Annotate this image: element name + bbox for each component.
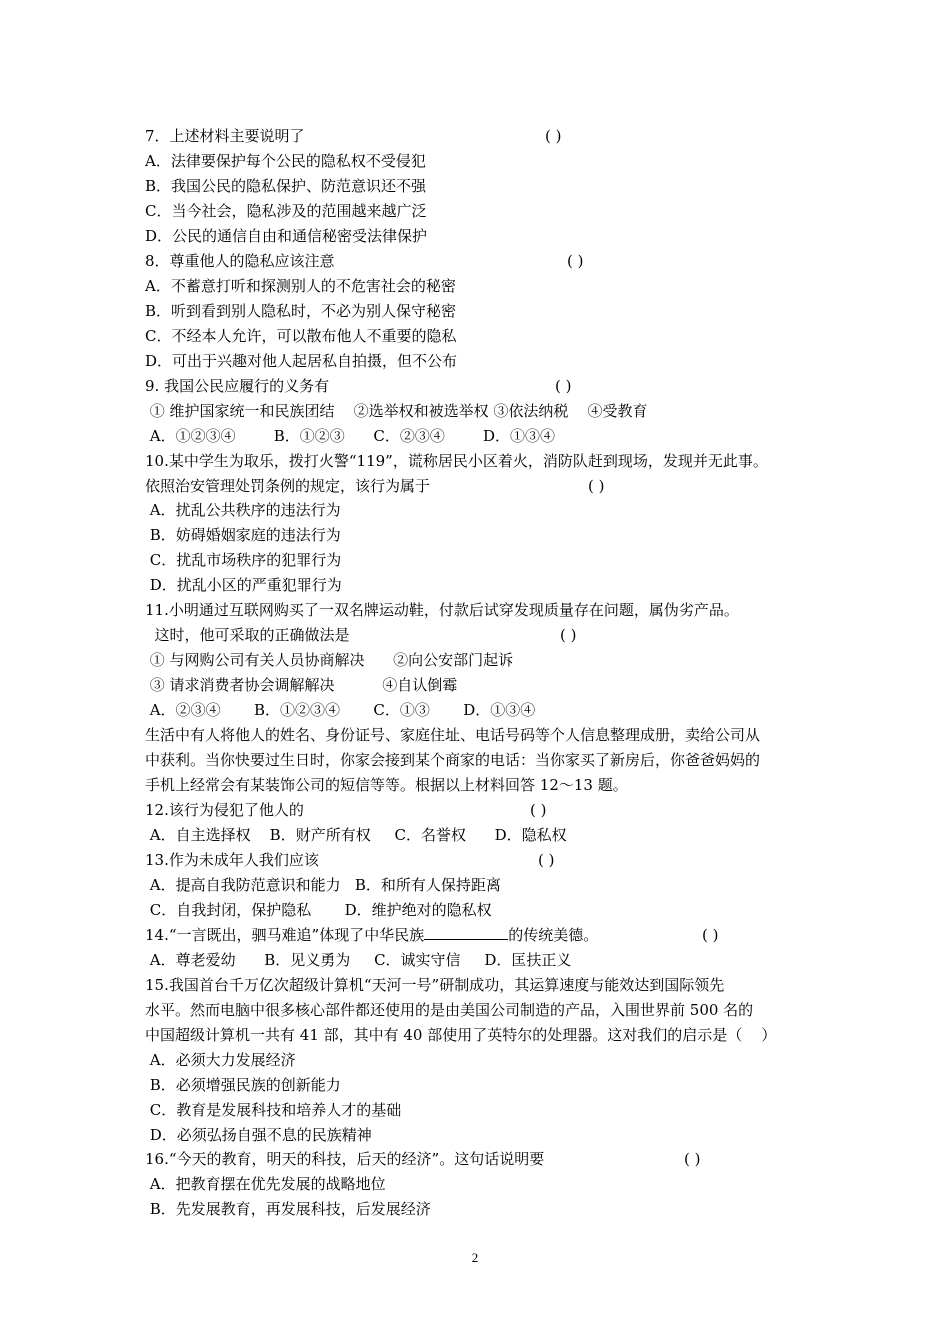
option-line: A．自主选择权 B．财产所有权 C．名誉权 D．隐私权 [145, 826, 567, 844]
option-line: D．必须弘扬自强不息的民族精神 [145, 1126, 372, 1144]
question-10-stem: 10.某中学生为取乐，拨打火警“119”，谎称居民小区着火，消防队赶到现场，发现并无此事。 [145, 452, 768, 470]
option-line: C．当今社会，隐私涉及的范围越来越广泛 [145, 202, 427, 220]
answer-paren: ( ) [530, 801, 547, 819]
question-16-stem: 16.“今天的教育，明天的科技，后天的经济”。这句话说明要 [145, 1150, 545, 1168]
question-9-stem: 9. 我国公民应履行的义务有 [145, 377, 330, 395]
option-line: A．把教育摆在优先发展的战略地位 [145, 1175, 386, 1193]
question-7-stem: 7．上述材料主要说明了 [145, 127, 305, 145]
option-line: D．可出于兴趣对他人起居私自拍摄，但不公布 [145, 352, 458, 370]
question-14-stem [145, 925, 825, 947]
option-line: B．必须增强民族的创新能力 [145, 1076, 341, 1094]
option-line: A．扰乱公共秩序的违法行为 [145, 501, 341, 519]
question-12-stem: 12.该行为侵犯了他人的 [145, 801, 304, 819]
material-paragraph: 中获利。当你快要过生日时，你家会接到某个商家的电话：当你家买了新房后，你爸爸妈妈的 [145, 751, 761, 769]
question-15-stem-cont: 中国超级计算机一共有 41 部，其中有 40 部使用了英特尔的处理器。这对我们的启示是（ ） [145, 1026, 777, 1044]
option-line: B．妨碍婚姻家庭的违法行为 [145, 526, 341, 544]
answer-paren: ( ) [560, 626, 577, 644]
question-8-stem: 8．尊重他人的隐私应该注意 [145, 252, 335, 270]
option-line: B．先发展教育，再发展科技，后发展经济 [145, 1200, 431, 1218]
option-line: B．听到看到别人隐私时，不必为别人保守秘密 [145, 302, 457, 320]
option-line: A．必须大力发展经济 [145, 1051, 296, 1069]
answer-paren: ( ) [545, 127, 562, 145]
question-15-stem-cont: 水平。然而电脑中很多核心部件都还使用的是由美国公司制造的产品，入围世界前 500 名的 [145, 1001, 754, 1019]
question-13-stem: 13.作为未成年人我们应该 [145, 851, 319, 869]
option-line: D．扰乱小区的严重犯罪行为 [145, 576, 342, 594]
option-line: B．我国公民的隐私保护、防范意识还不强 [145, 177, 427, 195]
answer-paren: ( ) [588, 477, 605, 495]
option-line: D．公民的通信自由和通信秘密受法律保护 [145, 227, 428, 245]
option-line: C．自我封闭，保护隐私 D．维护绝对的隐私权 [145, 901, 492, 919]
question-14-stem-post: 的传统美德。 [508, 926, 599, 944]
option-line: A．②③④ B．①②③④ C．①③ D．①③④ [145, 701, 536, 719]
answer-paren: ( ) [538, 851, 555, 869]
page-number: 2 [471, 1250, 479, 1265]
question-11-stem: 11.小明通过互联网购买了一双名牌运动鞋，付款后试穿发现质量存在问题，属伪劣产品。 [145, 601, 739, 619]
answer-paren: ( ) [555, 377, 572, 395]
choice-items-line: ① 维护国家统一和民族团结 ②选举权和被选举权 ③依法纳税 ④受教育 [145, 402, 648, 420]
choice-items-line: ① 与网购公司有关人员协商解决 ②向公安部门起诉 [145, 651, 514, 669]
option-line: A．法律要保护每个公民的隐私权不受侵犯 [145, 152, 426, 170]
material-paragraph: 手机上经常会有某装饰公司的短信等等。根据以上材料回答 12～13 题。 [145, 776, 628, 794]
option-line: A．不蓄意打听和探测别人的不危害社会的秘密 [145, 277, 456, 295]
answer-paren: ( ) [684, 1150, 701, 1168]
question-14-stem-pre: 14.“一言既出，驷马难追”体现了中华民族 [145, 926, 425, 944]
fill-blank [424, 925, 508, 940]
option-line: C．不经本人允许，可以散布他人不重要的隐私 [145, 327, 457, 345]
option-line: A．①②③④ B．①②③ C．②③④ D．①③④ [145, 427, 556, 445]
option-line: A．提高自我防范意识和能力 B．和所有人保持距离 [145, 876, 501, 894]
option-line: C．教育是发展科技和培养人才的基础 [145, 1101, 402, 1119]
question-15-stem: 15.我国首台千万亿次超级计算机“天河一号”研制成功，其运算速度与能效达到国际领先 [145, 976, 725, 994]
option-line: C．扰乱市场秩序的犯罪行为 [145, 551, 342, 569]
option-line: A．尊老爱幼 B．见义勇为 C．诚实守信 D．匡扶正义 [145, 951, 572, 969]
answer-paren: ( ) [702, 926, 719, 944]
choice-items-line: ③ 请求消费者协会调解解决 ④自认倒霉 [145, 676, 458, 694]
answer-paren: ( ) [567, 252, 584, 270]
question-11-stem-cont: 这时，他可采取的正确做法是 [145, 626, 350, 644]
question-10-stem-cont: 依照治安管理处罚条例的规定，该行为属于 [145, 477, 431, 495]
material-paragraph: 生活中有人将他人的姓名、身份证号、家庭住址、电话号码等个人信息整理成册，卖给公司从 [145, 726, 761, 744]
